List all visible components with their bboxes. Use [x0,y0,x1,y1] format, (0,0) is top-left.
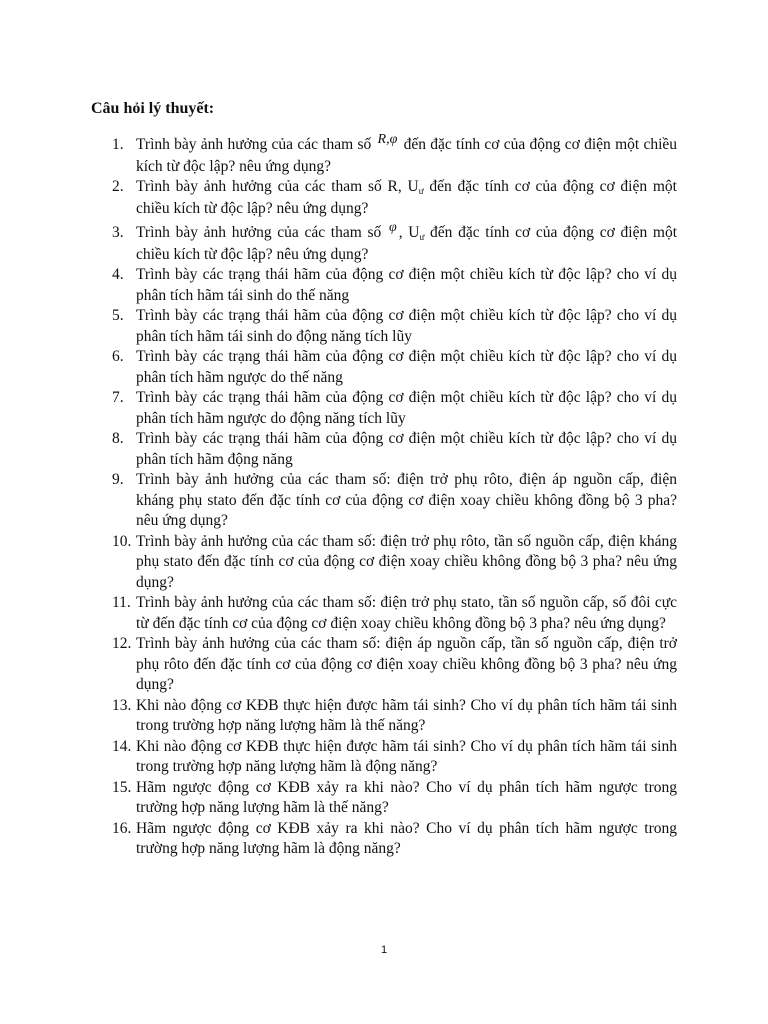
question-list [0,132,768,860]
question-text-part: , U [398,224,420,241]
question-text: Hãm ngược động cơ KĐB xảy ra khi nào? Cho ví dụ phân tích hãm ngược trong trường hợp năng lượng hãm là động năng? [136,819,677,857]
question-number: 7. [112,389,124,406]
question-item [0,265,677,306]
section-heading: Câu hỏi lý thuyết: [91,100,215,117]
subscript: ư [419,232,425,242]
question-text: Trình bày ảnh hưởng của các tham số: điện trở phụ rôto, điện áp nguồn cấp, điện kháng phụ stato đến đặc tính cơ của động cơ điện xoay chiều không đồng bộ 3 pha? nêu ứng dụng? [136,471,677,529]
question-number: 13. [112,696,132,714]
question-number: 15. [112,778,132,796]
question-item [0,532,677,594]
question-number: 2. [112,178,124,195]
question-text-part: Trình bày ảnh hưởng của các tham số [136,224,387,241]
question-text: Khi nào động cơ KĐB thực hiện được hãm tái sinh? Cho ví dụ phân tích hãm tái sinh trong trường hợp năng lượng hãm là thế năng? [136,696,677,734]
question-text: Trình bày các trạng thái hãm của động cơ điện một chiều kích từ độc lập? cho ví dụ phân tích hãm tái sinh do động năng tích lũy [136,307,677,345]
question-number: 9. [112,471,124,488]
question-text: Trình bày các trạng thái hãm của động cơ điện một chiều kích từ độc lập? cho ví dụ phân tích hãm ngược do thế năng [136,348,677,386]
question-item [0,177,677,219]
question-item [0,429,677,470]
question-text: Trình bày các trạng thái hãm của động cơ điện một chiều kích từ độc lập? cho ví dụ phân tích hãm tái sinh do thế năng [136,266,677,304]
question-item [0,737,677,778]
question-item [0,634,677,696]
math-symbol: φ [388,220,397,235]
question-text-part: đến đặc tính cơ của động cơ điện một chiều kích từ độc lập? nêu ứng dụng? [136,178,677,217]
subscript: ư [418,186,424,196]
question-text [136,132,678,177]
question-item [0,220,678,265]
question-text: Trình bày ảnh hưởng của các tham số: điện trở phụ rôto, tần số nguồn cấp, điện kháng phụ stato đến đặc tính cơ của động cơ điện xoay chiều không đồng bộ 3 pha? nêu ứng dụng? [136,532,677,591]
question-item [0,132,678,177]
question-number: 11. [112,594,131,611]
question-item [0,778,677,819]
question-text: Hãm ngược động cơ KĐB xảy ra khi nào? Cho ví dụ phân tích hãm ngược trong trường hợp năng lượng hãm là thế năng? [136,778,677,816]
question-item [0,388,677,429]
question-text-part: Trình bày ảnh hưởng của các tham số [136,136,376,153]
question-number: 1. [112,136,124,153]
question-text: Trình bày ảnh hưởng của các tham số: điện áp nguồn cấp, tần số nguồn cấp, điện trở phụ rôto đến đặc tính cơ của động cơ điện xoay chiều không đồng bộ 3 pha? nêu ứng dụng? [136,635,677,693]
question-item [0,306,677,347]
question-number: 6. [112,348,124,365]
question-text: Trình bày ảnh hưởng của các tham số: điện trở phụ stato, tần số nguồn cấp, số đôi cực từ đến đặc tính cơ của động cơ điện xoay chiều không đồng bộ 3 pha? nêu ứng dụng? [136,594,677,632]
question-number: 14. [112,737,132,755]
question-text: Khi nào động cơ KĐB thực hiện được hãm tái sinh? Cho ví dụ phân tích hãm tái sinh trong trường hợp năng lượng hãm là động năng? [136,737,677,775]
question-text-part: đến đặc tính cơ của động cơ điện một chiều kích từ độc lập? nêu ứng dụng? [136,136,678,175]
page-number: 1 [380,944,388,956]
question-number: 3. [112,224,124,241]
question-number: 16. [112,819,132,837]
question-text [136,177,677,219]
question-item [0,819,677,860]
question-number: 10. [112,532,132,550]
question-number: 8. [112,430,124,447]
question-item [0,347,677,388]
question-text-part: Trình bày ảnh hưởng của các tham số R, U [136,178,419,195]
question-text [136,220,678,265]
question-text: Trình bày các trạng thái hãm của động cơ điện một chiều kích từ độc lập? cho ví dụ phân tích hãm ngược do động năng tích lũy [136,389,677,427]
question-item [0,470,677,532]
question-text: Trình bày các trạng thái hãm của động cơ điện một chiều kích từ độc lập? cho ví dụ phân tích hãm động năng [136,430,677,468]
math-symbol: R,φ [377,132,398,147]
question-item [0,696,677,737]
question-number: 12. [112,635,132,652]
question-item [0,593,677,634]
question-number: 4. [112,266,124,283]
question-text-part: đến đặc tính cơ của động cơ điện một chiều kích từ độc lập? nêu ứng dụng? [136,224,678,263]
question-number: 5. [112,307,124,324]
